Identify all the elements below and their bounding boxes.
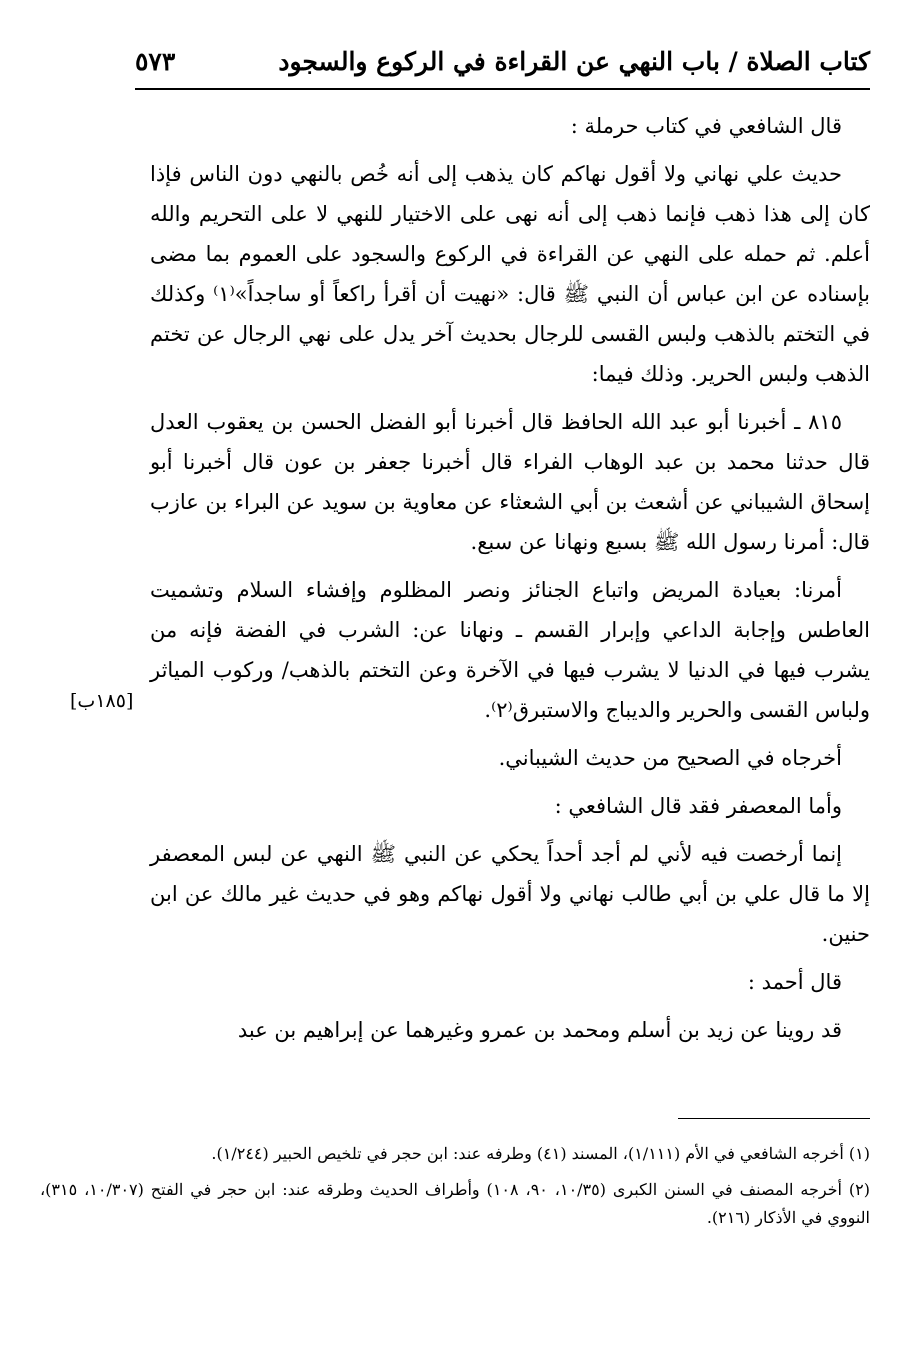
main-text — [150, 106, 870, 1058]
paragraph: ٨١٥ ـ أخبرنا أبو عبد الله الحافظ قال أخبرنا أبو الفضل الحسن بن يعقوب العدل قال حدثنا محمد بن عبد الوهاب الفراء قال أخبرنا جعفر بن عون قال أخبرنا أبو إسحاق الشيباني عن أشعث بن أبي الشعثاء عن معاوية بن سويد عن البراء بن عازب قال: أمرنا رسول الله ﷺ بسبع ونهانا عن سبع. — [150, 410, 870, 554]
paragraph: قال أحمد : — [747, 970, 842, 994]
running-title: كتاب الصلاة / باب النهي عن القراءة في الركوع والسجود — [278, 47, 870, 76]
footnote: (١) أخرجه الشافعي في الأم (١/١١١)، المسند (٤١) وطرفه عند: ابن حجر في تلخيص الحبير (١/٢٤٤). — [211, 1144, 870, 1163]
paragraph: قد روينا عن زيد بن أسلم ومحمد بن عمرو وغيرهما عن إبراهيم بن عبد — [237, 1018, 842, 1042]
paragraph: قال الشافعي في كتاب حرملة : — [570, 114, 842, 138]
paragraph: وأما المعصفر فقد قال الشافعي : — [554, 794, 842, 818]
footnote: (٢) أخرجه المصنف في السنن الكبرى (١٠/٣٥، ٩٠، ١٠٨) وأطراف الحديث وطرقه عند: ابن حجر في الفتح (١٠/٣٠٧، ٣١٥)، النووي في الأذكار (٢١٦). — [40, 1180, 871, 1227]
paragraph: أخرجاه في الصحيح من حديث الشيباني. — [498, 746, 842, 770]
footnote-separator — [678, 1118, 870, 1119]
paragraph: حديث علي نهاني ولا أقول نهاكم كان يذهب إلى أنه خُص بالنهي دون الناس فإذا كان إلى هذا ذهب فإنما ذهب إلى أنه نهى على الاختيار للنهي لا على التحريم والله أعلم. ثم حمله على النهي عن القراءة في الركوع والسجود على العموم بما مضى بإسناده عن ابن عباس أن النبي ﷺ قال: «نهيت أن أقرأ راكعاً أو ساجداً»⁽١⁾ وكذلك في التختم بالذهب ولبس القسى للرجال بحديث آخر يدل على نهي الرجال عن تختم الذهب ولبس الحرير. وذلك فيما: — [150, 162, 870, 386]
footnotes — [40, 1140, 870, 1240]
paragraph: إنما أرخصت فيه لأني لم أجد أحداً يحكي عن النبي ﷺ النهي عن لبس المعصفر إلا ما قال علي بن أبي طالب نهاني ولا أقول نهاكم وهو في حديث غير مالك عن ابن حنين. — [150, 842, 870, 946]
page-header — [135, 40, 870, 90]
paragraph: أمرنا: بعيادة المريض واتباع الجنائز ونصر المظلوم وإفشاء السلام وتشميت العاطس وإجابة الداعي وإبرار القسم ـ ونهانا عن: الشرب في الفضة فإنه من يشرب فيها في الدنيا لا يشرب فيها في الآخرة وعن التختم بالذهب/ وركوب المياثر ولباس القسى والحرير والديباج والاستبرق⁽٢⁾. — [150, 578, 870, 722]
page-number: ٥٧٣ — [135, 47, 176, 76]
manuscript-folio-marker: [١٨٥ب] — [70, 690, 134, 712]
